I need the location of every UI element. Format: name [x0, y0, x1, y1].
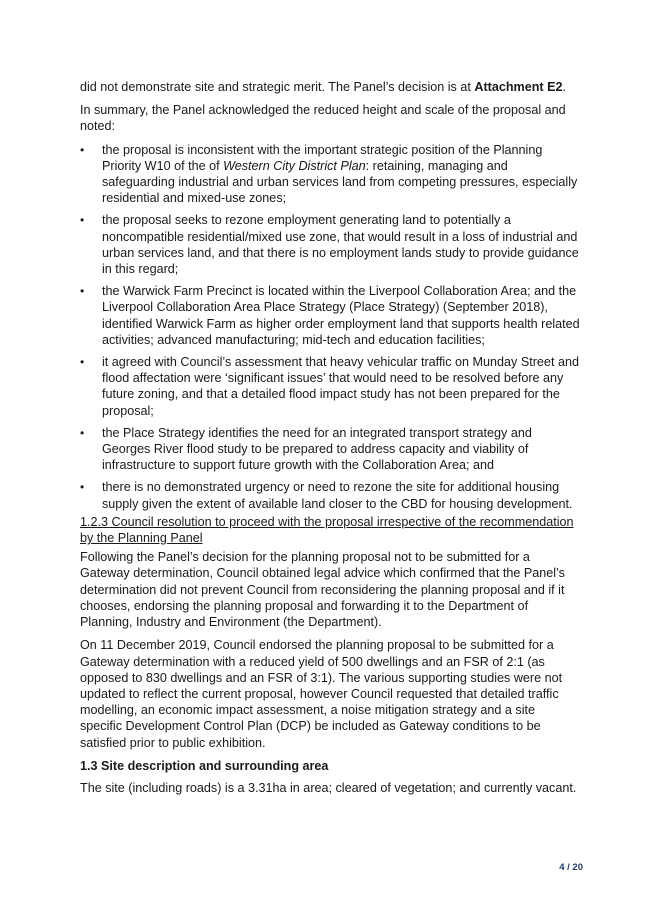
list-item-text: the proposal is inconsistent with the important strategic position of the Planning Priority W10 of the of: [102, 142, 543, 173]
list-item: [80, 425, 580, 474]
intro-paragraph: [80, 79, 580, 95]
list-item: [80, 479, 580, 511]
list-item-text: it agreed with Council’s assessment that heavy vehicular traffic on Munday Street and flood affectation were ‘significant issues’ that would need to be resolved before any future zoning, and that a detailed flood impact study has not been prepared for the proposal;: [102, 355, 579, 418]
list-item-text: there is no demonstrated urgency or need to rezone the site for additional housing supply given the extent of available land closer to the CBD for housing development.: [102, 480, 573, 511]
bullet-icon: •: [80, 355, 85, 370]
list-item-text: the Warwick Farm Precinct is located within the Liverpool Collaboration Area; and the Liverpool Collaboration Area Place Strategy (Place Strategy) (September 2018), identified Warwick Farm as higher order employment land that supports health related activities; advanced manufacturing; mid-tech and education facilities;: [102, 284, 580, 347]
section-heading: 1.3 Site description and surrounding area: [80, 758, 329, 773]
attachment-reference: Attachment E2: [474, 80, 563, 94]
council-endorsement-paragraph: On 11 December 2019, Council endorsed the planning proposal to be submitted for a Gateway determination with a reduced yield of 500 dwellings and an FSR of 2:1 (as opposed to 830 dwellings and an FSR of 3:1). The various supporting studies were not updated to reflect the current proposal, however Council requested that detailed traffic modelling, an economic impact assessment, a noise mitigation strategy and a site specific Development Control Plan (DCP) be included as Gateway conditions to be satisfied prior to public exhibition.: [80, 638, 563, 750]
page-number: 4 / 20: [559, 862, 583, 873]
bullet-icon: •: [80, 142, 85, 157]
page-content: [80, 79, 580, 803]
intro-end: .: [562, 80, 567, 94]
list-item: [80, 283, 580, 348]
list-item: [80, 142, 580, 207]
list-item-text: the Place Strategy identifies the need for an integrated transport strategy and Georges River flood study to be prepared to address capacity and viability of infrastructure to support future growth with the Collaboration Area; and: [102, 425, 532, 473]
subsection-heading: 1.2.3 Council resolution to proceed with the proposal irrespective of the recommendation by the Planning Panel: [80, 514, 574, 546]
intro-text: did not demonstrate site and strategic merit. The Panel’s decision is at: [80, 80, 475, 94]
list-item-text: : retaining, managing and safeguarding industrial and urban services land from competing pressures, especially residential and mixed-use zones;: [102, 158, 578, 206]
panel-findings-list: [80, 142, 580, 512]
summary-intro-paragraph: In summary, the Panel acknowledged the reduced height and scale of the proposal and noted:: [80, 103, 566, 134]
list-item: [80, 212, 580, 277]
plan-title: Western City District Plan: [223, 158, 366, 173]
list-item: [80, 354, 580, 419]
bullet-icon: •: [80, 480, 85, 495]
bullet-icon: •: [80, 425, 85, 440]
bullet-icon: •: [80, 284, 85, 299]
list-item-text: the proposal seeks to rezone employment generating land to potentially a noncompatible residential/mixed use zone, that would result in a loss of industrial and urban services land, and that there is no employment lands study to provide guidance in this regard;: [102, 213, 579, 277]
legal-advice-paragraph: Following the Panel’s decision for the planning proposal not to be submitted for a Gateway determination, Council obtained legal advice which confirmed that the Panel’s determination did not prevent Council from reconsidering the planning proposal and if it chooses, endorsing the planning proposal and forwarding it to the Department of Planning, Industry and Environment (the Department).: [80, 550, 565, 630]
bullet-icon: •: [80, 213, 85, 228]
site-description-paragraph: The site (including roads) is a 3.31ha in area; cleared of vegetation; and currently vacant.: [80, 780, 577, 795]
